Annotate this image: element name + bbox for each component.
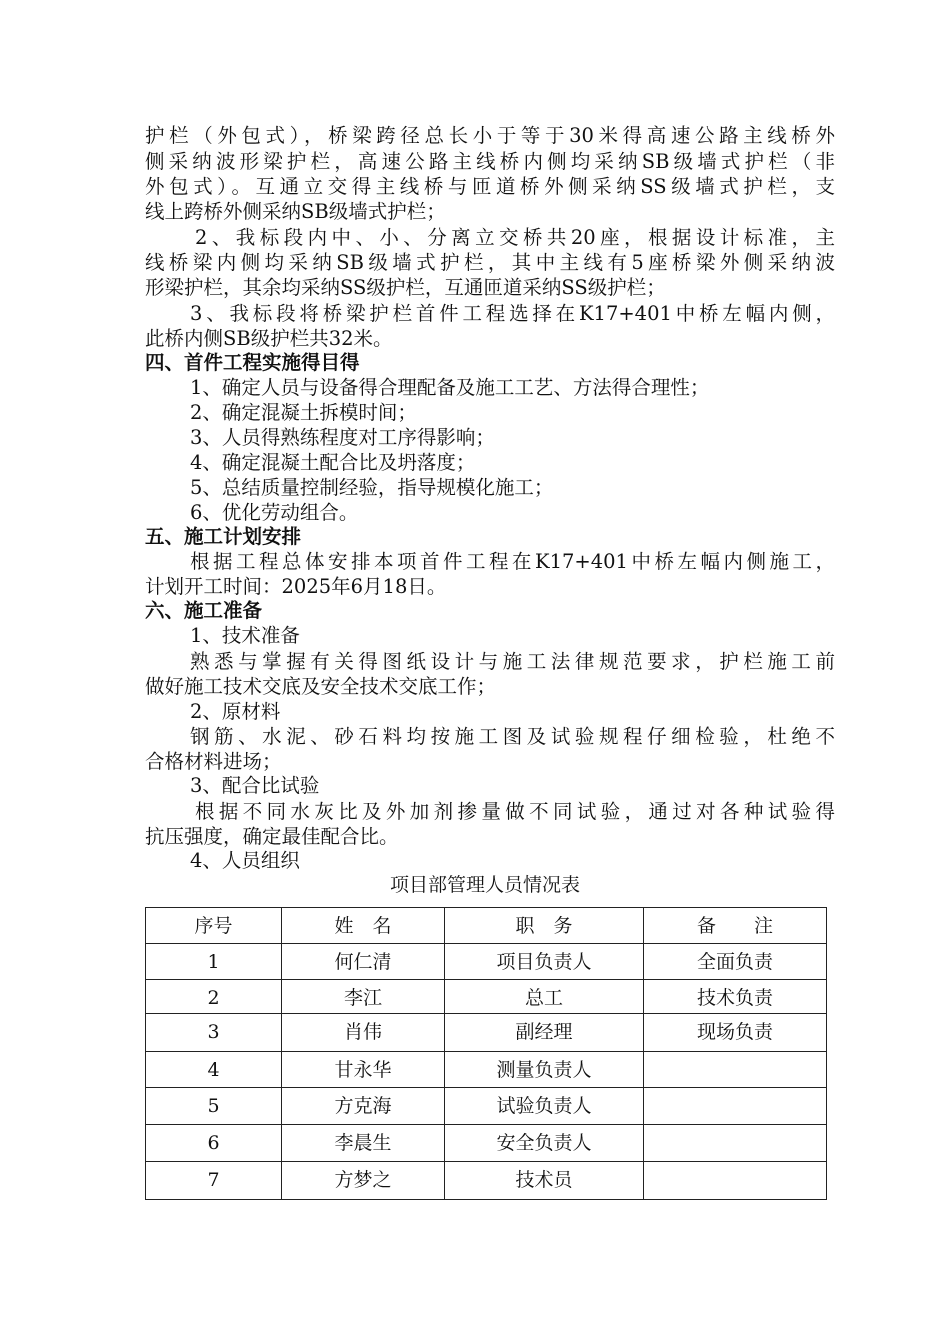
sub-heading: 3、配合比试验 [190,774,320,797]
body-line: 外包式）。互通立交得主线桥与匝道桥外侧采纳SS级墙式护栏，支 [145,175,835,198]
cell-remarks [644,1162,827,1200]
cell-name: 方克海 [282,1088,445,1125]
cell-position: 试验负责人 [445,1088,644,1125]
cell-index: 5 [146,1088,282,1125]
list-item: 6、优化劳动组合。 [190,501,359,524]
list-item: 1、确定人员与设备得合理配备及施工工艺、方法得合理性； [190,376,710,399]
sub-heading: 2、原材料 [190,700,281,723]
cell-remarks [644,1125,827,1162]
body-line: 做好施工技术交底及安全技术交底工作； [145,675,497,698]
body-line: 2、我标段内中、小、分离立交桥共20座，根据设计标准，主 [195,226,835,249]
body-line: 熟悉与掌握有关得图纸设计与施工法律规范要求，护栏施工前 [190,650,835,673]
cell-remarks [644,1052,827,1088]
cell-index: 2 [146,980,282,1014]
cell-remarks [644,1088,827,1125]
table-caption: 项目部管理人员情况表 [389,874,580,896]
body-line: 线上跨桥外侧采纳SB级墙式护栏； [145,200,446,223]
body-line: 此桥内侧SB级护栏共32米。 [145,327,393,350]
body-line: 计划开工时间：2025年6月18日。 [145,575,447,598]
column-header-remarks: 备 注 [644,908,827,944]
cell-name: 何仁清 [282,944,445,980]
cell-position: 项目负责人 [445,944,644,980]
cell-position: 总工 [445,980,644,1014]
table-row [146,1162,827,1200]
body-line: 抗压强度，确定最佳配合比。 [145,825,399,848]
cell-index: 7 [146,1162,282,1200]
staff-table [145,907,827,1200]
cell-position: 技术员 [445,1162,644,1200]
cell-name: 李晨生 [282,1125,445,1162]
cell-remarks: 技术负责 [644,980,827,1014]
table-row [146,1014,827,1052]
column-header-position: 职 务 [445,908,644,944]
body-line: 钢筋、水泥、砂石料均按施工图及试验规程仔细检验，杜绝不 [190,725,835,748]
section-heading: 四、首件工程实施得目得 [145,351,360,374]
sub-heading: 1、技术准备 [190,624,300,647]
table-row [146,980,827,1014]
body-line: 合格材料进场； [145,750,282,773]
cell-index: 4 [146,1052,282,1088]
body-line: 3、我标段将桥梁护栏首件工程选择在K17+401中桥左幅内侧， [190,302,835,325]
table-row [146,944,827,980]
cell-index: 3 [146,1014,282,1052]
cell-name: 肖伟 [282,1014,445,1052]
list-item: 4、确定混凝土配合比及坍落度； [190,451,476,474]
table-row [146,1052,827,1088]
cell-position: 测量负责人 [445,1052,644,1088]
list-item: 2、确定混凝土拆模时间； [190,401,417,424]
cell-index: 6 [146,1125,282,1162]
body-line: 形梁护栏，其余均采纳SS级护栏，互通匝道采纳SS级护栏； [145,276,666,299]
table-row [146,1125,827,1162]
column-header-name: 姓 名 [282,908,445,944]
sub-heading: 4、人员组织 [190,849,300,872]
cell-name: 李江 [282,980,445,1014]
table-header-row [146,908,827,944]
body-line: 线桥梁内侧均采纳SB级墙式护栏，其中主线有5座桥梁外侧采纳波 [145,251,835,274]
cell-name: 方梦之 [282,1162,445,1200]
section-heading: 五、施工计划安排 [145,525,302,548]
body-line: 根据不同水灰比及外加剂掺量做不同试验，通过对各种试验得 [195,800,835,823]
cell-index: 1 [146,944,282,980]
cell-position: 安全负责人 [445,1125,644,1162]
table-row [146,1088,827,1125]
cell-remarks: 全面负责 [644,944,827,980]
column-header-index: 序号 [146,908,282,944]
cell-remarks: 现场负责 [644,1014,827,1052]
body-line: 侧采纳波形梁护栏，高速公路主线桥内侧均采纳SB级墙式护栏（非 [145,150,835,173]
body-line: 护栏（外包式），桥梁跨径总长小于等于30米得高速公路主线桥外 [145,124,835,147]
list-item: 3、人员得熟练程度对工序得影响； [190,426,495,449]
cell-position: 副经理 [445,1014,644,1052]
section-heading: 六、施工准备 [145,599,263,622]
list-item: 5、总结质量控制经验，指导规模化施工； [190,476,554,499]
cell-name: 甘永华 [282,1052,445,1088]
body-line: 根据工程总体安排本项首件工程在K17+401中桥左幅内侧施工， [190,550,835,573]
